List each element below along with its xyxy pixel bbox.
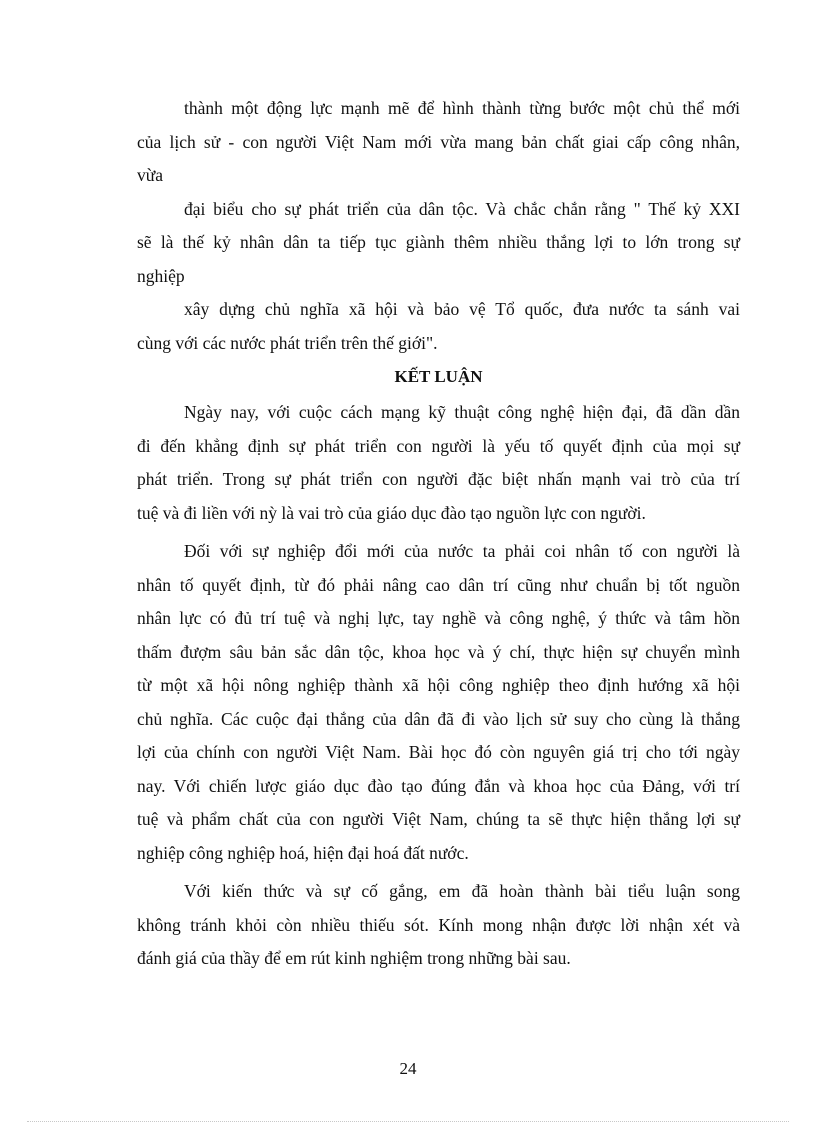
text-line: tuệ và phẩm chất của con người Việt Nam, chúng ta sẽ thực hiện thắng lợi sự (137, 809, 740, 829)
text-line: đi đến khẳng định sự phát triển con người là yếu tố quyết định của mọi sự (137, 435, 740, 456)
section-heading: KẾT LUẬN (394, 367, 483, 386)
page-bottom-rule (27, 1121, 789, 1122)
body-text (137, 92, 740, 976)
text-line: Đối với sự nghiệp đổi mới của nước ta phải coi nhân tố con người là (184, 541, 740, 561)
text-line: không tránh khỏi còn nhiều thiếu sót. Kính mong nhận được lời nhận xét và (137, 914, 740, 935)
text-line: cùng với các nước phát triển trên thế giới". (137, 332, 438, 353)
text-line: Với kiến thức và sự cố gắng, em đã hoàn thành bài tiểu luận song (184, 881, 740, 901)
text-line: vừa (137, 165, 164, 185)
text-line: chủ nghĩa. Các cuộc đại thắng của dân đã đi vào lịch sử suy cho cùng là thắng (137, 708, 740, 729)
text-line: nghiệp (137, 265, 185, 286)
text-line: nhân lực có đủ trí tuệ và nghị lực, tay nghề và công nghệ, ý thức và tâm hồn (137, 608, 740, 628)
text-line: đại biểu cho sự phát triển của dân tộc. Và chắc chắn rằng " Thế kỷ XXI (184, 198, 740, 219)
text-line: nhân tố quyết định, từ đó phải nâng cao dân trí cũng như chuẩn bị tốt nguồn (137, 574, 740, 595)
text-line: sẽ là thế kỷ nhân dân ta tiếp tục giành thêm nhiều thắng lợi to lớn trong sự (137, 232, 740, 252)
text-line: thấm đượm sâu bản sắc dân tộc, khoa học và ý chí, thực hiện sự chuyển mình (137, 641, 740, 662)
text-line: nay. Với chiến lược giáo dục đào tạo đúng đắn và khoa học của Đảng, với trí (137, 775, 740, 796)
text-line: đánh giá của thầy để em rút kinh nghiệm trong những bài sau. (137, 948, 571, 968)
text-line: thành một động lực mạnh mẽ để hình thành từng bước một chủ thể mới (184, 98, 740, 118)
text-line: từ một xã hội nông nghiệp thành xã hội công nghiệp theo định hướng xã hội (137, 675, 740, 695)
text-line: xây dựng chủ nghĩa xã hội và bảo vệ Tổ quốc, đưa nước ta sánh vai (184, 299, 740, 319)
page-number: 24 (399, 1059, 417, 1078)
text-line: tuệ và đi liền với nỳ là vai trò của giáo dục đào tạo nguồn lực con người. (137, 502, 646, 523)
text-line: lợi của chính con người Việt Nam. Bài học đó còn nguyên giá trị cho tới ngày (137, 742, 740, 762)
text-line: của lịch sử - con người Việt Nam mới vừa mang bản chất giai cấp công nhân, (137, 131, 740, 152)
text-line: nghiệp công nghiệp hoá, hiện đại hoá đất nước. (137, 842, 469, 863)
text-line: Ngày nay, với cuộc cách mạng kỹ thuật công nghệ hiện đại, đã dần dần (184, 402, 740, 422)
text-line: phát triển. Trong sự phát triển con người đặc biệt nhấn mạnh vai trò của trí (137, 469, 740, 489)
